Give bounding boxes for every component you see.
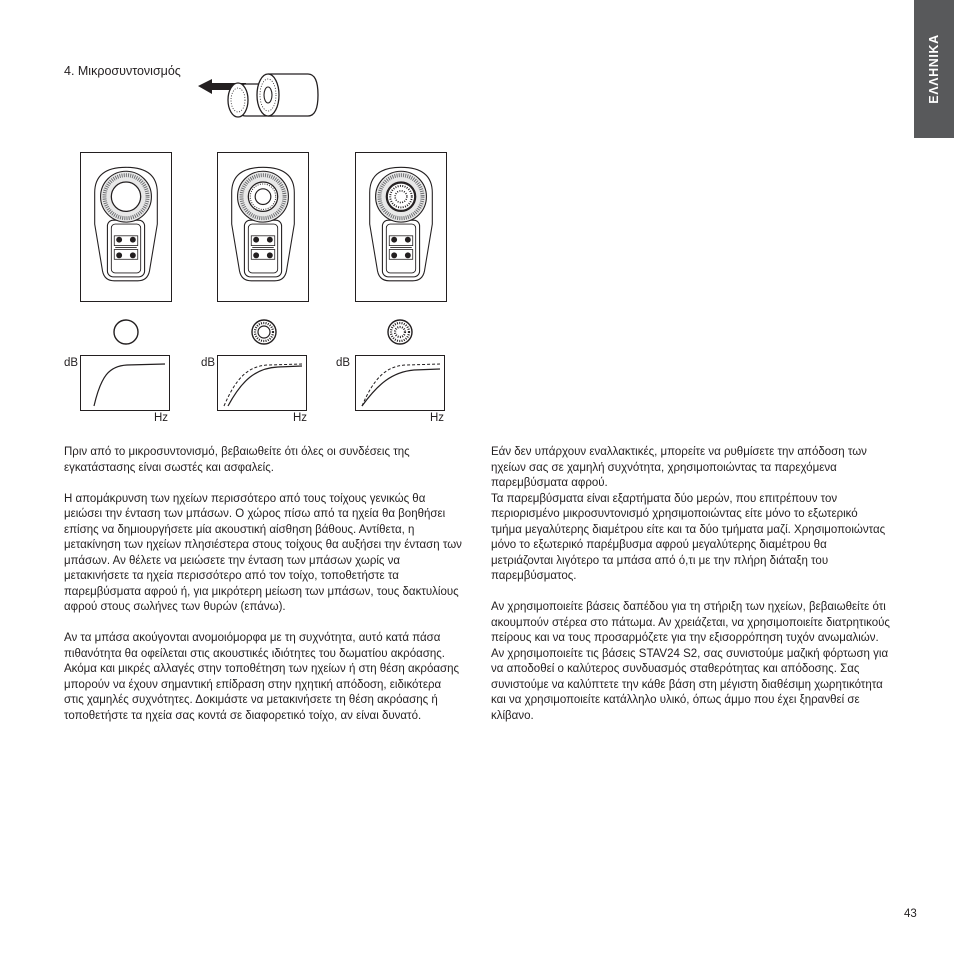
speaker-panel-full-bung — [355, 152, 447, 302]
graph-1-db-label: dB — [64, 357, 79, 369]
language-tab-label: ΕΛΛΗΝΙΚΑ — [927, 34, 941, 104]
paragraph: Εάν δεν υπάρχουν εναλλακτικές, μπορείτε να ρυθμίσετε την απόδοση των ηχείων σας σε χαμηλή συχνότητα, χρησιμοποιώντας τα παρεχόμενα παρεμβύσματα αφρού. Τα παρεμβύσματα είναι εξαρτήματα δύο μερών, που επιτρέπουν τον περιορισμένο μικροσυντονισμό χρησιμοποιώντας είτε μόνο το εξωτερικό τμήμα μεγαλύτερης διαμέτρου είτε και τα δύο τμήματα μαζί. Χρησιμοποιώντας μόνο το εξωτερικό παρέμβυσμα αφρού μεγαλύτερης διαμέτρου θα μετριάζονται λιγότερο τα μπάσα από ό,τι με την πλήρη διάταξη του παρεμβύσματος. — [491, 446, 886, 582]
graph-2-db-label: dB — [201, 357, 216, 369]
graph-1-hz-label: Hz — [154, 412, 169, 424]
open-port-icon — [112, 318, 140, 346]
left-text-column — [64, 445, 464, 740]
speaker-panel-outer-bung — [217, 152, 309, 302]
speaker-panel-open-port — [80, 152, 172, 302]
graph-2-hz-label: Hz — [293, 412, 308, 424]
paragraph: Πριν από το μικροσυντονισμό, βεβαιωθείτε ότι όλες οι συνδέσεις της εγκατάστασης είναι σωστές και ασφαλείς. — [64, 446, 410, 474]
page-number: 43 — [904, 908, 917, 920]
foam-plug-illustration — [198, 70, 323, 122]
language-tab — [914, 0, 954, 138]
response-graph-full-bung — [355, 355, 445, 411]
ring-bung-port-icon — [250, 318, 278, 346]
full-bung-port-icon — [386, 318, 414, 346]
right-text-column — [491, 445, 891, 740]
paragraph: Αν τα μπάσα ακούγονται ανομοιόμορφα με τη συχνότητα, αυτό κατά πάσα πιθανότητα θα οφείλεται στις ακουστικές ιδιότητες του δωματίου ακρόασης. Ακόμα και μικρές αλλαγές στην τοποθέτηση των ηχείων ή στη θέση ακρόασης μπορούν να έχουν σημαντική επίδραση στην ηχητική απόδοση, ειδικότερα στις χαμηλές συχνότητες. Δοκιμάστε να μετακινήσετε τη θέση ακρόασης ή τοποθετήστε τα ηχεία σας κοντά σε διαφορετικό τοίχο, αν είναι δυνατό. — [64, 632, 460, 722]
paragraph: Αν χρησιμοποιείτε βάσεις δαπέδου για τη στήριξη των ηχείων, βεβαιωθείτε ότι ακουμπούν στέρεα στο πάτωμα. Αν χρειάζεται, να χρησιμοποιείτε διατρητικούς πείρους και να τους προσαρμόζετε για την εξισορρόπηση τυχόν ανωμαλιών. Αν χρησιμοποιείτε τις βάσεις STAV24 S2, σας συνιστούμε μαζική φόρτωση για να αποδοθεί ο καλύτερος συνδυασμός σταθερότητας και απόδοσης. Σας συνιστούμε να καλύπτετε την κάθε βάση στη μέγιστη διαθέσιμη χωρητικότητα και να χρησιμοποιείτε κατάλληλο υλικό, όπως άμμο που έχει ξηρανθεί σε κλίβανο. — [491, 601, 890, 722]
graph-3-db-label: dB — [336, 357, 351, 369]
response-graph-ring-bung — [217, 355, 307, 411]
graph-3-hz-label: Hz — [430, 412, 445, 424]
section-title: 4. Μικροσυντονισμός — [64, 64, 181, 78]
paragraph: Η απομάκρυνση των ηχείων περισσότερο από τους τοίχους γενικώς θα μειώσει την ένταση των μπάσων. Ο χώρος πίσω από τα ηχεία θα βοηθήσει επίσης να δημιουργήσετε μία ακουστική αίσθηση βάθους. Αντίθετα, η μετακίνηση των ηχείων πλησιέστερα στους τοίχους θα αυξήσει την ένταση των μπάσων. Αν θέλετε να μειώσετε την ένταση των μπάσων χωρίς να μετακινήσετε τα ηχεία περισσότερο από τον τοίχο, τοποθετήστε τα παρεμβύσματα αφρού ή, για μικρότερη μείωση των μπάσων, τους δακτυλίους αφρού στους σωλήνες των θυρών (επάνω). — [64, 492, 462, 613]
response-graph-open — [80, 355, 170, 411]
